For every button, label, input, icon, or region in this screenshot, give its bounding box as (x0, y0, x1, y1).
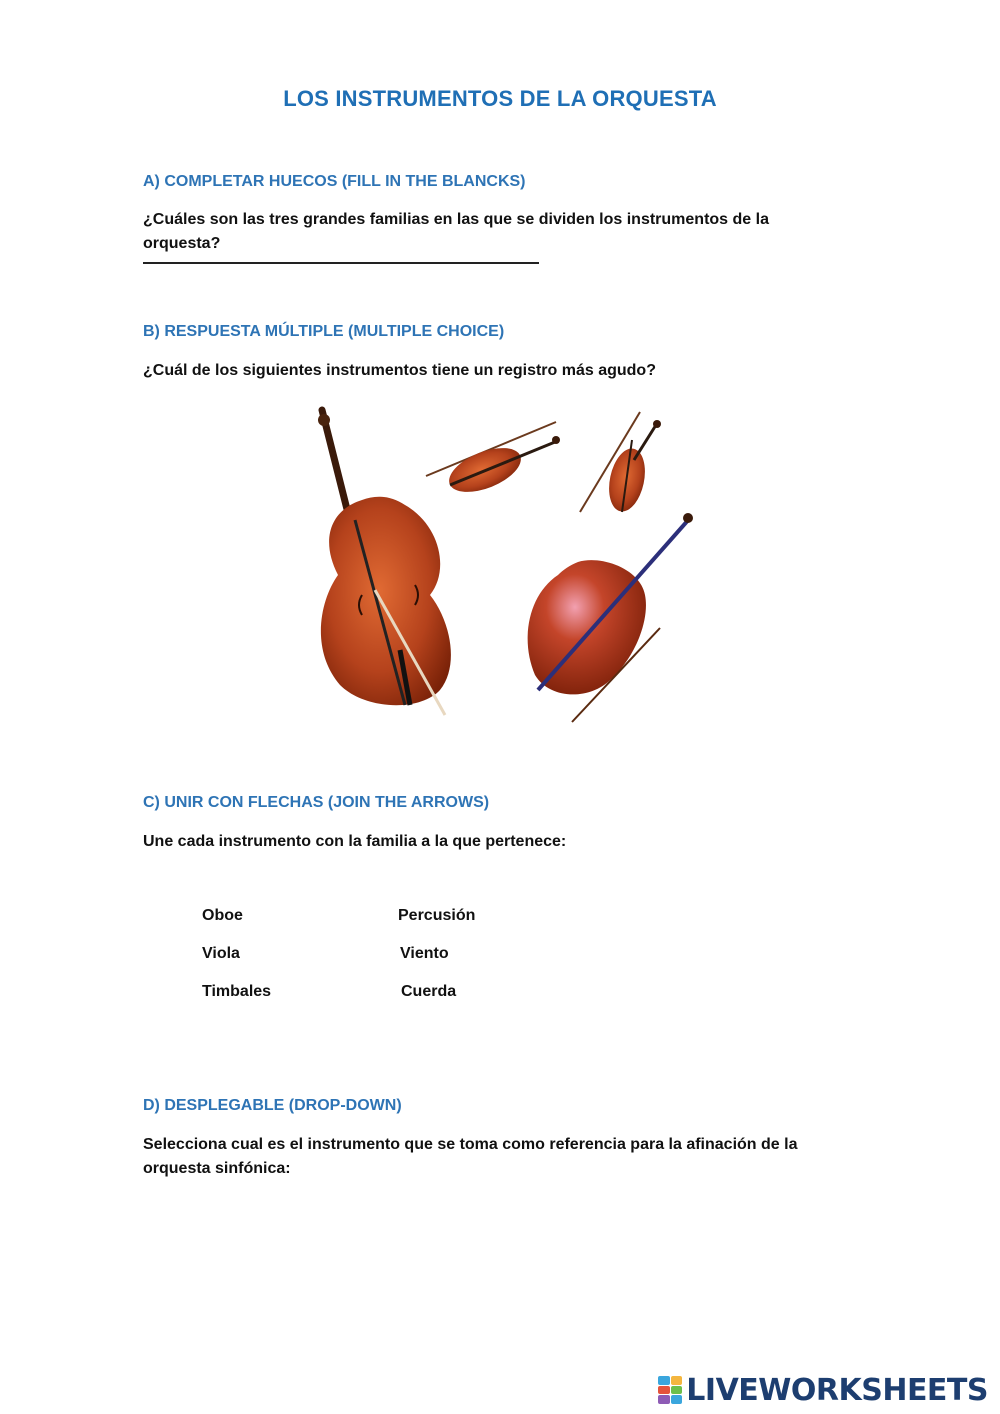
string-instruments-image (300, 400, 710, 730)
section-d-question: Selecciona cual es el instrumento que se toma como referencia para la afinación de la orquesta sinfónica: (143, 1136, 798, 1177)
section-b-question: ¿Cuál de los siguientes instrumentos tiene un registro más agudo? (143, 362, 656, 379)
double-bass-icon[interactable] (318, 410, 451, 715)
liveworksheets-logo (658, 1372, 988, 1408)
section-b-heading: B) RESPUESTA MÚLTIPLE (MULTIPLE CHOICE) (143, 323, 505, 340)
match-right-item[interactable]: Percusión (398, 907, 476, 924)
match-left-item[interactable]: Timbales (202, 983, 272, 1000)
section-c-question: Une cada instrumento con la familia a la que pertenece: (143, 833, 567, 850)
violin-icon[interactable] (426, 422, 560, 501)
cello-icon[interactable] (528, 513, 693, 722)
section-a-question: ¿Cuáles son las tres grandes familias en las que se dividen los instrumentos de la orquesta? (143, 211, 769, 252)
liveworksheets-logo-icon (658, 1376, 682, 1404)
match-right-item[interactable]: Cuerda (401, 983, 457, 1000)
fill-in-blank-line[interactable] (143, 262, 539, 264)
section-c-heading: C) UNIR CON FLECHAS (JOIN THE ARROWS) (143, 794, 490, 811)
liveworksheets-logo-text: LIVEWORKSHEETS (686, 1372, 988, 1408)
match-left-item[interactable]: Viola (202, 945, 240, 962)
page-title: LOS INSTRUMENTOS DE LA ORQUESTA (283, 86, 717, 111)
section-a-heading: A) COMPLETAR HUECOS (FILL IN THE BLANCKS) (143, 173, 526, 190)
section-d-heading: D) DESPLEGABLE (DROP-DOWN) (143, 1097, 402, 1114)
match-right-item[interactable]: Viento (400, 945, 449, 962)
violin-small-icon[interactable] (580, 412, 661, 515)
match-left-item[interactable]: Oboe (202, 907, 243, 924)
